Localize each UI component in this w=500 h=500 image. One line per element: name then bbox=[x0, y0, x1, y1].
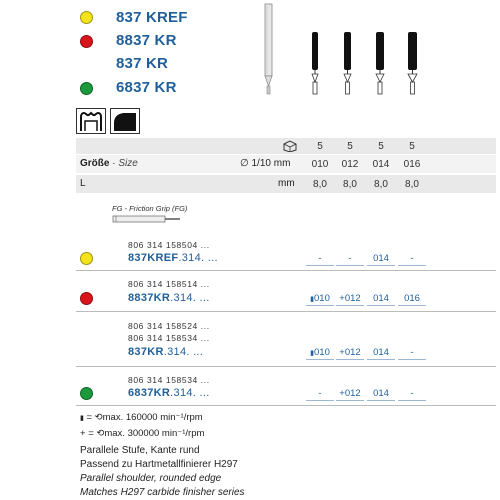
bur-head-size-014 bbox=[376, 32, 384, 94]
description-de-line: Passend zu Hartmetallfinierer H297 bbox=[80, 459, 238, 470]
size-availability-cell: 014 bbox=[367, 292, 395, 306]
variant-color-dot bbox=[80, 252, 93, 265]
row-divider bbox=[76, 405, 496, 406]
pack-quantity: 5 bbox=[378, 141, 384, 152]
size-availability-cell: - bbox=[306, 252, 334, 266]
description-en-line: Parallel shoulder, rounded edge bbox=[80, 473, 222, 484]
size-unit: ∅ 1/10 mm bbox=[240, 158, 291, 169]
bur-head-size-012 bbox=[344, 32, 351, 94]
speed-160k-marker: ▮ bbox=[80, 415, 84, 422]
fg-shank-drawing bbox=[112, 214, 182, 224]
bur-illustrations bbox=[250, 0, 430, 100]
size-availability-cell: +012 bbox=[336, 346, 364, 360]
rounded-edge-icon bbox=[110, 108, 140, 134]
size-availability-cell: 016 bbox=[398, 292, 426, 306]
variant-color-dot bbox=[80, 82, 93, 95]
size-availability-cell: 014 bbox=[367, 346, 395, 360]
speed-300k-marker: + bbox=[339, 388, 345, 399]
description-de-line: Parallele Stufe, Kante rund bbox=[80, 445, 200, 456]
size-availability-cell: ▮010 bbox=[306, 292, 334, 306]
pack-quantity: 5 bbox=[409, 141, 415, 152]
length-value: 8,0 bbox=[405, 179, 419, 190]
size-label: Größe · Size bbox=[80, 158, 138, 169]
variant-name: 8837 KR bbox=[116, 32, 177, 49]
article-code: 806 314 158534 ... bbox=[128, 333, 210, 343]
size-availability-cell: - bbox=[398, 252, 426, 266]
variant-name: 837 KR bbox=[116, 55, 169, 72]
order-number: 837KREF.314. ... bbox=[128, 252, 218, 264]
package-icon bbox=[283, 140, 297, 152]
speed-160k-marker: ▮ bbox=[310, 296, 314, 303]
size-value: 012 bbox=[341, 159, 359, 170]
size-availability-cell: - bbox=[336, 252, 364, 266]
size-availability-cell: 014 bbox=[367, 387, 395, 401]
length-value: 8,0 bbox=[343, 179, 357, 190]
order-number: 837KR.314. ... bbox=[128, 346, 204, 358]
size-value: 016 bbox=[403, 159, 421, 170]
article-code: 806 314 158524 ... bbox=[128, 321, 210, 331]
article-code: 806 314 158534 ... bbox=[128, 375, 210, 385]
order-number: 8837KR.314. ... bbox=[128, 292, 210, 304]
bur-head-size-010 bbox=[312, 32, 318, 94]
pack-quantity: 5 bbox=[347, 141, 353, 152]
size-availability-cell: - bbox=[306, 387, 334, 401]
size-value: 010 bbox=[311, 159, 329, 170]
article-code: 806 314 158504 ... bbox=[128, 240, 210, 250]
variant-color-dot bbox=[80, 11, 93, 24]
size-value: 014 bbox=[372, 159, 390, 170]
row-divider bbox=[76, 311, 496, 312]
variant-name: 837 KREF bbox=[116, 9, 188, 26]
size-availability-cell: +012 bbox=[336, 292, 364, 306]
length-label: L bbox=[80, 178, 86, 189]
variant-color-dot bbox=[80, 292, 93, 305]
pack-quantity: 5 bbox=[317, 141, 323, 152]
tooth-restoration-icon bbox=[76, 108, 106, 134]
order-number: 6837KR.314. ... bbox=[128, 387, 210, 399]
variant-color-dot bbox=[80, 387, 93, 400]
length-value: 8,0 bbox=[313, 179, 327, 190]
speed-300k-marker: + bbox=[80, 428, 86, 439]
row-divider bbox=[76, 366, 496, 367]
size-availability-cell: 014 bbox=[367, 252, 395, 266]
speed-300k-marker: + bbox=[339, 293, 345, 304]
speed-limit-note: ▮ = ⟲max. 160000 min⁻¹/rpm bbox=[80, 412, 203, 423]
size-availability-cell: - bbox=[398, 346, 426, 360]
variant-color-dot bbox=[80, 35, 93, 48]
speed-limit-note: + = ⟲max. 300000 min⁻¹/rpm bbox=[80, 428, 205, 439]
size-availability-cell: +012 bbox=[336, 387, 364, 401]
length-unit: mm bbox=[278, 178, 295, 189]
length-value: 8,0 bbox=[374, 179, 388, 190]
shank-type-label: FG - Friction Grip (FG) bbox=[112, 204, 188, 213]
packaging-row bbox=[76, 138, 496, 154]
bur-shank-drawing bbox=[265, 4, 272, 94]
description-en-line: Matches H297 carbide finisher series bbox=[80, 487, 245, 498]
bur-head-size-016 bbox=[408, 32, 417, 94]
row-divider bbox=[76, 270, 496, 271]
size-availability-cell: ▮010 bbox=[306, 346, 334, 360]
speed-300k-marker: + bbox=[339, 347, 345, 358]
speed-160k-marker: ▮ bbox=[310, 350, 314, 357]
size-availability-cell: - bbox=[398, 387, 426, 401]
article-code: 806 314 158514 ... bbox=[128, 279, 210, 289]
variant-name: 6837 KR bbox=[116, 79, 177, 96]
